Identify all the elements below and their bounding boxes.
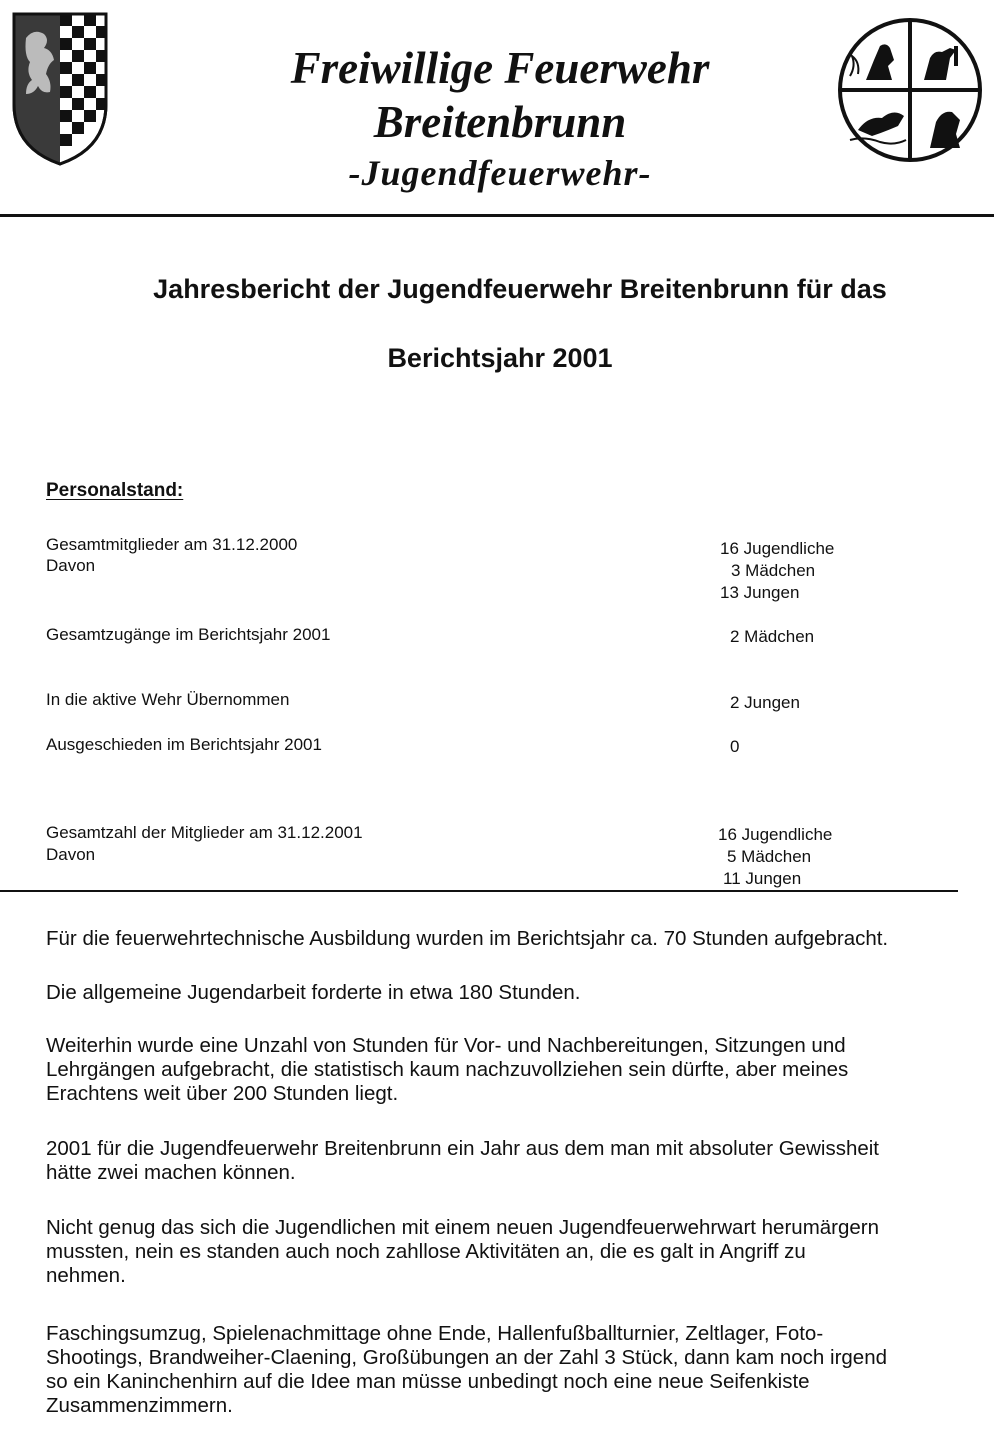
paragraph-year-summary: 2001 für die Jugendfeuerwehr Breitenbrunn ein Jahr aus dem man mit absoluter Gewissheit hätte zwei machen können.: [46, 1137, 879, 1184]
report-title-line2: Berichtsjahr 2001: [387, 343, 613, 373]
end-boys-value: 11 Jungen: [723, 869, 802, 888]
paragraph-activities-list: Faschingsumzug, Spielenachmittage ohne Ende, Hallenfußballturnier, Zeltlager, Foto- Shootings, Brandweiher-Claening, Großübungen an der Zahl 3 Stück, dann kam noch irgend so ein Kaninchenhirn auf die Idee man müsse unbedingt noch eine neue Seifenkiste Zusammenzimmern.: [46, 1322, 888, 1417]
uebernommen-value: 2 Jungen: [730, 693, 800, 712]
start-total-value: 16 Jugendliche: [720, 539, 835, 558]
start-members-label: Gesamtmitglieder am 31.12.2000: [46, 535, 298, 554]
paragraph-activities-intro: Nicht genug das sich die Jugendlichen mit einem neuen Jugendfeuerwehrwart herumärgern mussten, nein es standen auch noch zahllose Aktivitäten an, die es galt in Angriff zu nehmen.: [46, 1216, 880, 1287]
start-davon-label: Davon: [46, 556, 96, 575]
end-davon-label: Davon: [46, 845, 96, 864]
paragraph-training-hours: Für die feuerwehrtechnische Ausbildung wurden im Berichtsjahr ca. 70 Stunden aufgebracht.: [46, 927, 889, 950]
org-subtitle: -Jugendfeuerwehr-: [348, 153, 652, 193]
header-divider: [0, 214, 994, 217]
report-title-line1: Jahresbericht der Jugendfeuerwehr Breitenbrunn für das: [153, 274, 887, 304]
zugaenge-label: Gesamtzugänge im Berichtsjahr 2001: [46, 625, 331, 644]
section-heading-personalstand: Personalstand:: [46, 480, 184, 501]
ausgeschieden-label: Ausgeschieden im Berichtsjahr 2001: [46, 735, 322, 754]
ausgeschieden-value: 0: [730, 737, 740, 756]
paragraph-youth-work-hours: Die allgemeine Jugendarbeit forderte in etwa 180 Stunden.: [46, 981, 581, 1004]
end-girls-value: 5 Mädchen: [727, 847, 812, 866]
fire-brigade-emblem-icon: [836, 16, 984, 164]
uebernommen-label: In die aktive Wehr Übernommen: [46, 690, 290, 709]
org-name-line2: Breitenbrunn: [373, 97, 627, 147]
start-boys-value: 13 Jungen: [720, 583, 800, 602]
section-divider: [0, 890, 958, 892]
end-members-label: Gesamtzahl der Mitglieder am 31.12.2001: [46, 823, 363, 842]
start-girls-value: 3 Mädchen: [731, 561, 816, 580]
paragraph-preparation-hours: Weiterhin wurde eine Unzahl von Stunden für Vor- und Nachbereitungen, Sitzungen und Lehrgängen aufgebracht, die statistisch kaum nachzuvollziehen sein dürfte, aber meines Erachtens weit über 200 Stunden liegt.: [46, 1034, 849, 1105]
zugaenge-value: 2 Mädchen: [730, 627, 815, 646]
coat-of-arms-icon: [10, 8, 110, 168]
org-name-line1: Freiwillige Feuerwehr: [290, 43, 710, 93]
end-total-value: 16 Jugendliche: [718, 825, 833, 844]
